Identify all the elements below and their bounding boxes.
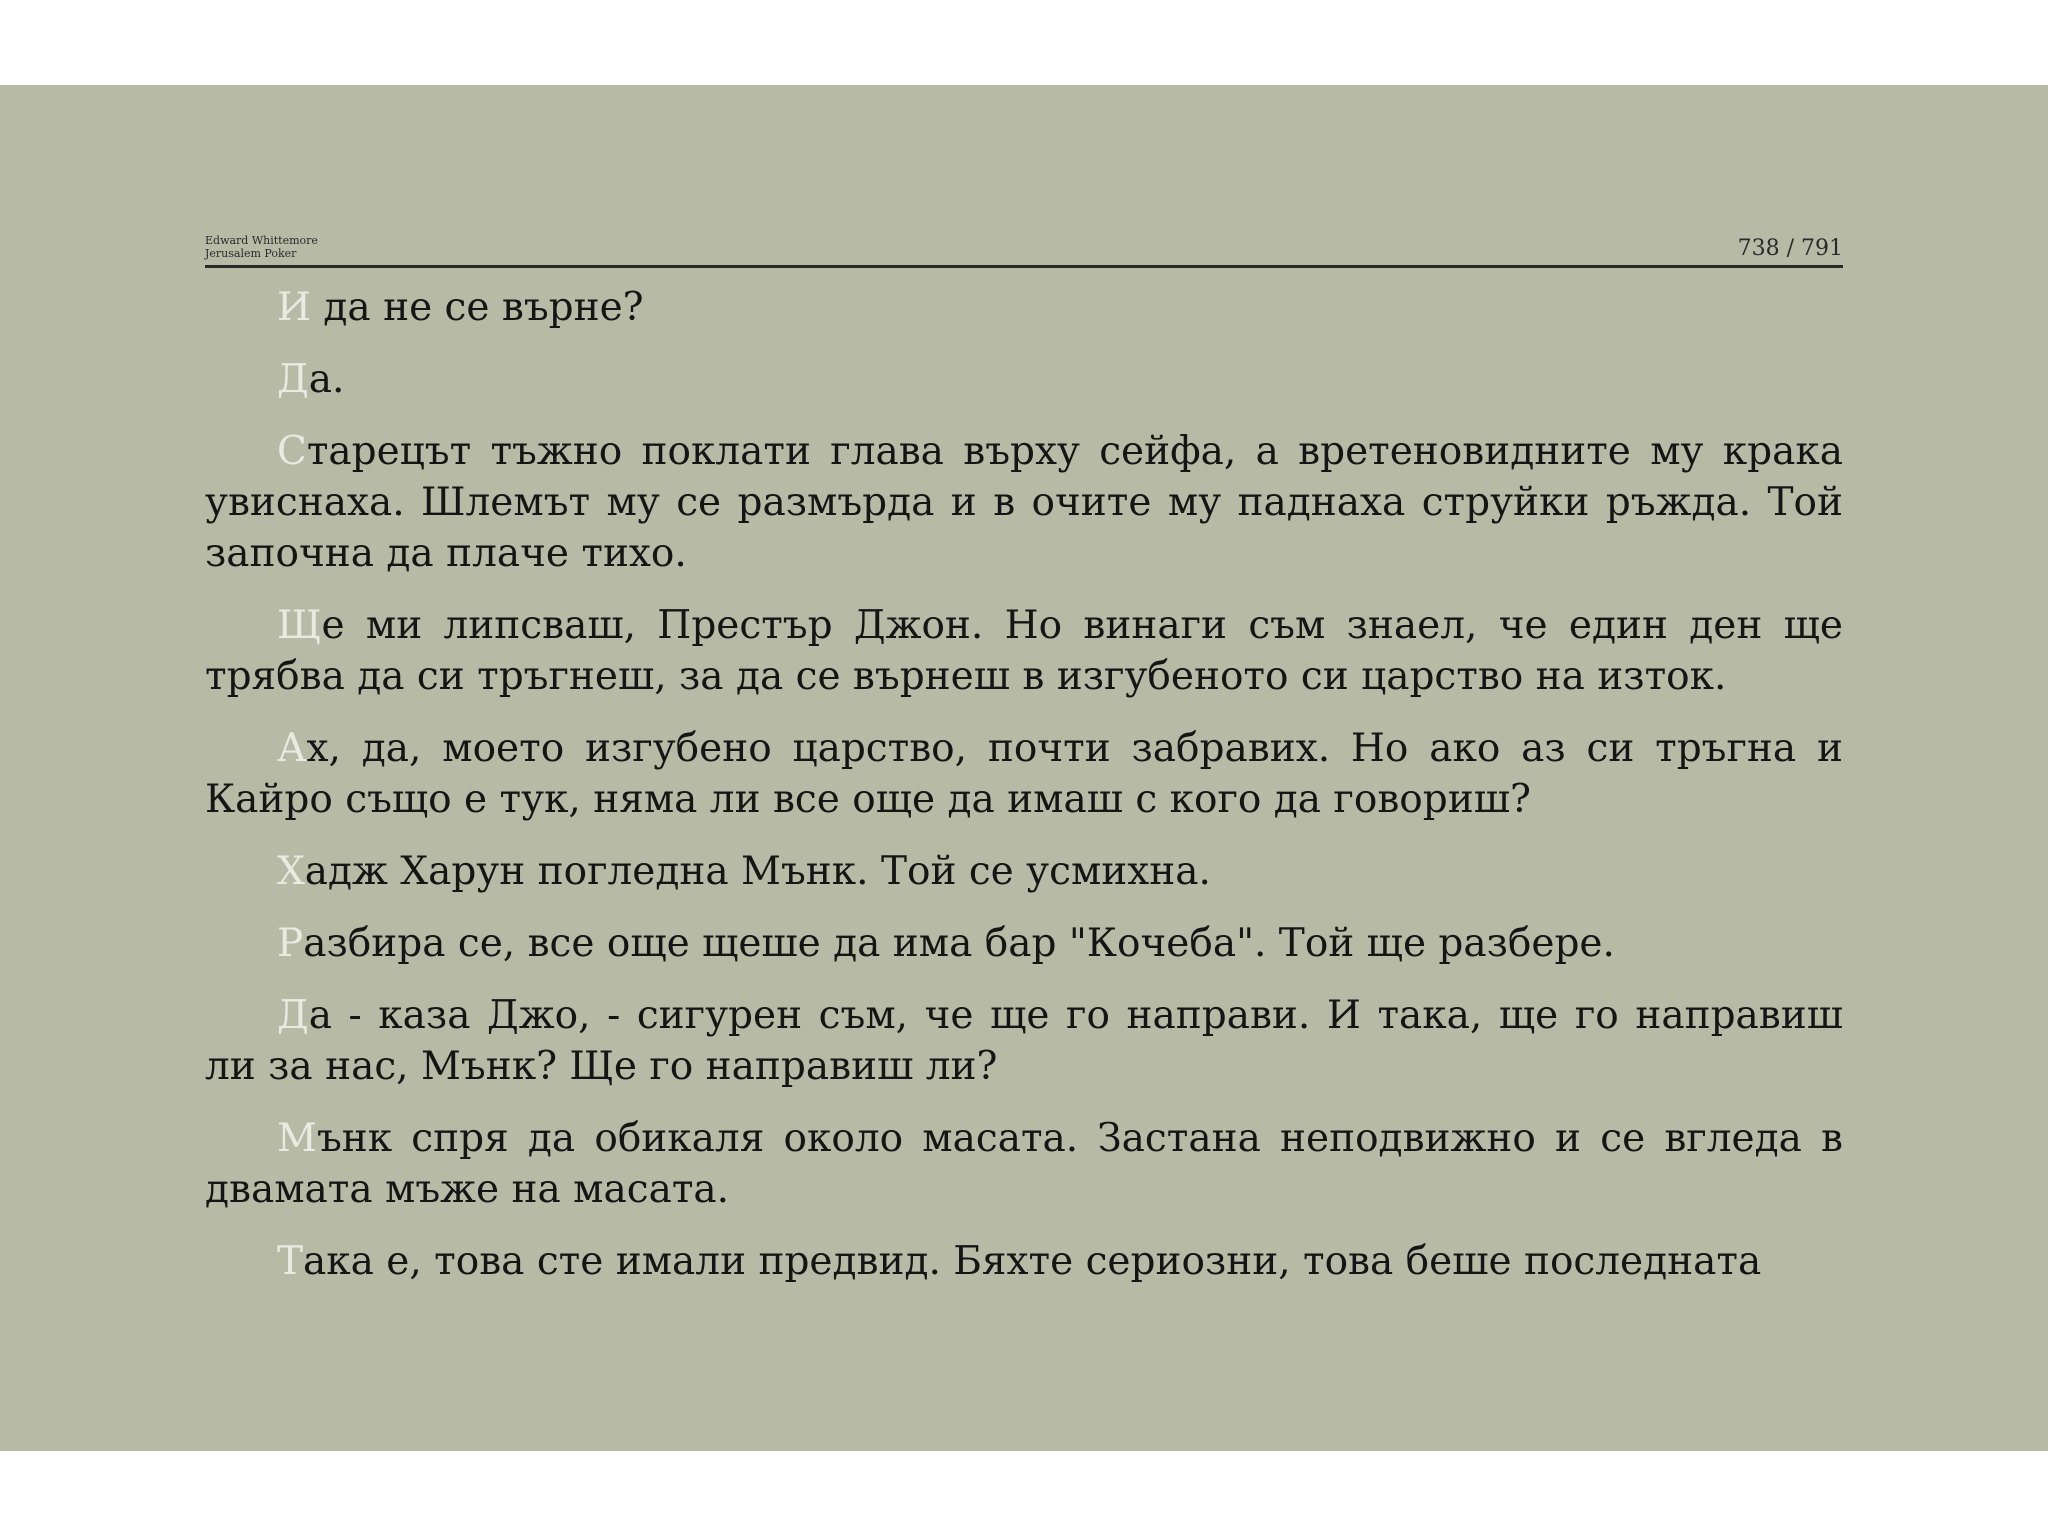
paragraph-initial: И (277, 285, 312, 330)
paragraph-text: ънк спря да обикаля около масата. Застана неподвижно и се вгледа в двамата мъже на масата. (205, 1116, 1843, 1212)
paragraph (205, 918, 1843, 969)
paragraph-initial: Щ (277, 603, 322, 648)
book-page (205, 221, 1843, 1308)
paragraph-text: х, да, моето изгубено царство, почти забравих. Но ако аз си тръгна и Кайро също е тук, няма ли все още да имаш с кого да говориш? (205, 726, 1843, 822)
paragraph (205, 723, 1843, 825)
paragraph-initial: Д (277, 357, 309, 402)
author-name: Edward Whittemore (205, 234, 318, 247)
paragraph (205, 354, 1843, 405)
paragraph-text: тарецът тъжно поклати глава върху сейфа, а вретеновидните му крака увиснаха. Шлемът му се размърда и в очите му паднаха струйки ръжда. Той започна да плаче тихо. (205, 429, 1843, 576)
paragraph-text: адж Харун погледна Мънк. Той се усмихна. (304, 849, 1211, 894)
paragraph (205, 600, 1843, 702)
paragraph (205, 1113, 1843, 1215)
paragraph-initial: Р (277, 921, 304, 966)
paragraph-initial: С (277, 429, 307, 474)
paragraph-text: да не се върне? (311, 285, 644, 330)
paragraph-initial: Х (277, 849, 305, 894)
book-meta (205, 234, 318, 260)
paragraph-text: а. (308, 357, 345, 402)
page-number: 738 / 791 (1737, 236, 1843, 261)
paragraph-initial: Д (277, 993, 309, 1038)
reader-view[interactable] (0, 85, 2048, 1451)
paragraph-text: е ми липсваш, Престър Джон. Но винаги съм знаел, че един ден ще трябва да си тръгнеш, за да се върнеш в изгубеното си царство на изток. (205, 603, 1843, 699)
paragraph (205, 426, 1843, 579)
paragraph-text: ака е, това сте имали предвид. Бяхте сериозни, това беше последната (303, 1239, 1762, 1284)
paragraph-text: азбира се, все още щеше да има бар "Кочеба". Той ще разбере. (303, 921, 1615, 966)
book-title: Jerusalem Poker (205, 247, 297, 260)
paragraph-text: а - каза Джо, - сигурен съм, че ще го направи. И така, ще го направиш ли за нас, Мънк? Ще го направиш ли? (205, 993, 1843, 1089)
page-body (205, 282, 1843, 1287)
paragraph (205, 282, 1843, 333)
paragraph (205, 846, 1843, 897)
paragraph (205, 990, 1843, 1092)
page-header (205, 221, 1843, 268)
paragraph-initial: Т (277, 1239, 304, 1284)
paragraph-initial: А (277, 726, 307, 771)
paragraph (205, 1236, 1843, 1287)
paragraph-initial: М (277, 1116, 317, 1161)
